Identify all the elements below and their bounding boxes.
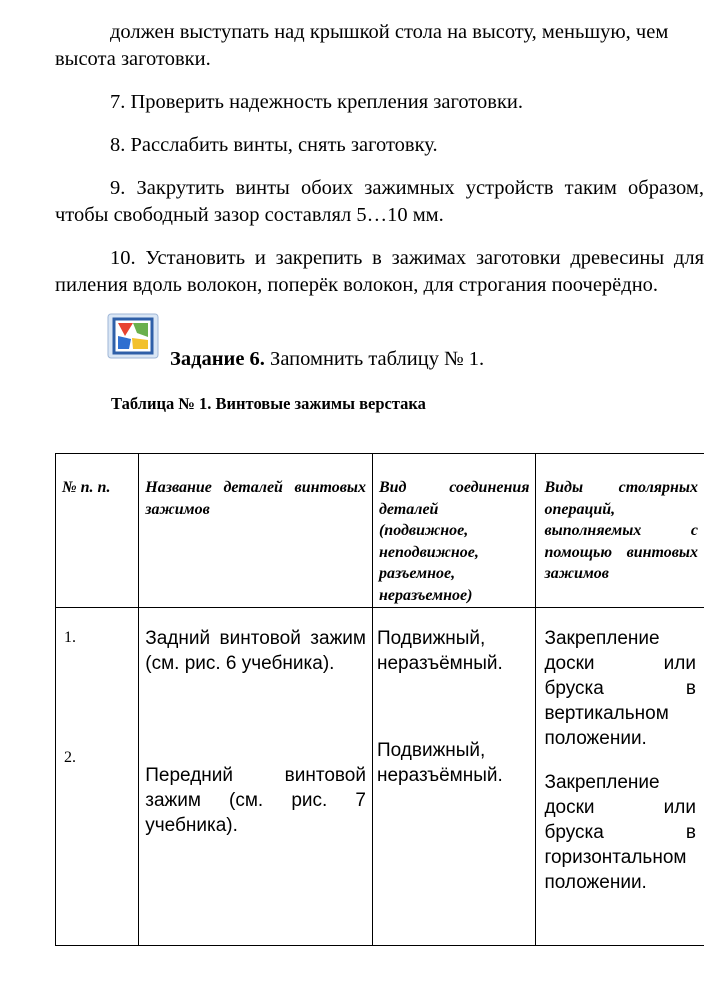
header-cell-name: Название деталей винтовых зажимов	[139, 454, 373, 608]
task-heading	[170, 348, 484, 371]
table-header-row	[56, 454, 704, 608]
paragraph-10-line-1: 10. Установить и закрепить в зажимах заготовки древесины для	[110, 247, 704, 269]
clamps-table	[55, 453, 704, 946]
cell-connections	[372, 608, 536, 946]
paragraph-6-line-2: высота заготовки.	[55, 48, 211, 70]
header-cell-number: № п. п.	[56, 454, 139, 608]
task-text: Запомнить таблицу № 1.	[270, 348, 485, 370]
header-cell-operations: Виды столярных операций, выполняемых с помощью винтовых зажимов	[536, 454, 704, 608]
row-1-number: 1.	[64, 629, 76, 646]
paragraph-10-line-2: пиления вдоль волокон, поперёк волокон, для строгания поочерёдно.	[55, 274, 659, 296]
header-cell-connection: Вид соединения деталей (подвижное, неподвижное, разъемное, неразъемное)	[372, 454, 536, 608]
paragraph-6-line-1: должен выступать над крышкой стола на высоту, меньшую, чем	[110, 21, 669, 43]
paragraph-7: 7. Проверить надежность крепления заготовки.	[110, 91, 523, 113]
table-body-row	[56, 608, 704, 946]
paragraph-9-line-1: 9. Закрутить винты обоих зажимных устройств таким образом,	[110, 177, 704, 199]
row-2-connection: Подвижный, неразъёмный.	[376, 740, 503, 786]
table-caption: Таблица № 1. Винтовые зажимы верстака	[111, 394, 426, 413]
paragraph-9-line-2: чтобы свободный зазор составлял 5…10 мм.	[55, 204, 444, 226]
row-2-operation: Закрепление доски или бруска в горизонтальном положении.	[544, 772, 696, 893]
cell-numbers	[56, 608, 139, 946]
row-2-number: 2.	[64, 749, 76, 766]
row-1-operation: Закрепление доски или бруска в вертикальном положении.	[544, 628, 696, 749]
cell-names	[139, 608, 373, 946]
row-1-name: Задний винтовой зажим (см. рис. 6 учебника).	[145, 628, 366, 674]
task-label: Задание 6.	[170, 348, 265, 370]
cell-operations	[536, 608, 704, 946]
row-2-name: Передний винтовой зажим (см. рис. 7 учебника).	[145, 765, 366, 836]
task-icon	[107, 313, 159, 359]
paragraph-8: 8. Расслабить винты, снять заготовку.	[110, 134, 438, 156]
row-1-connection: Подвижный, неразъёмный.	[376, 628, 503, 674]
